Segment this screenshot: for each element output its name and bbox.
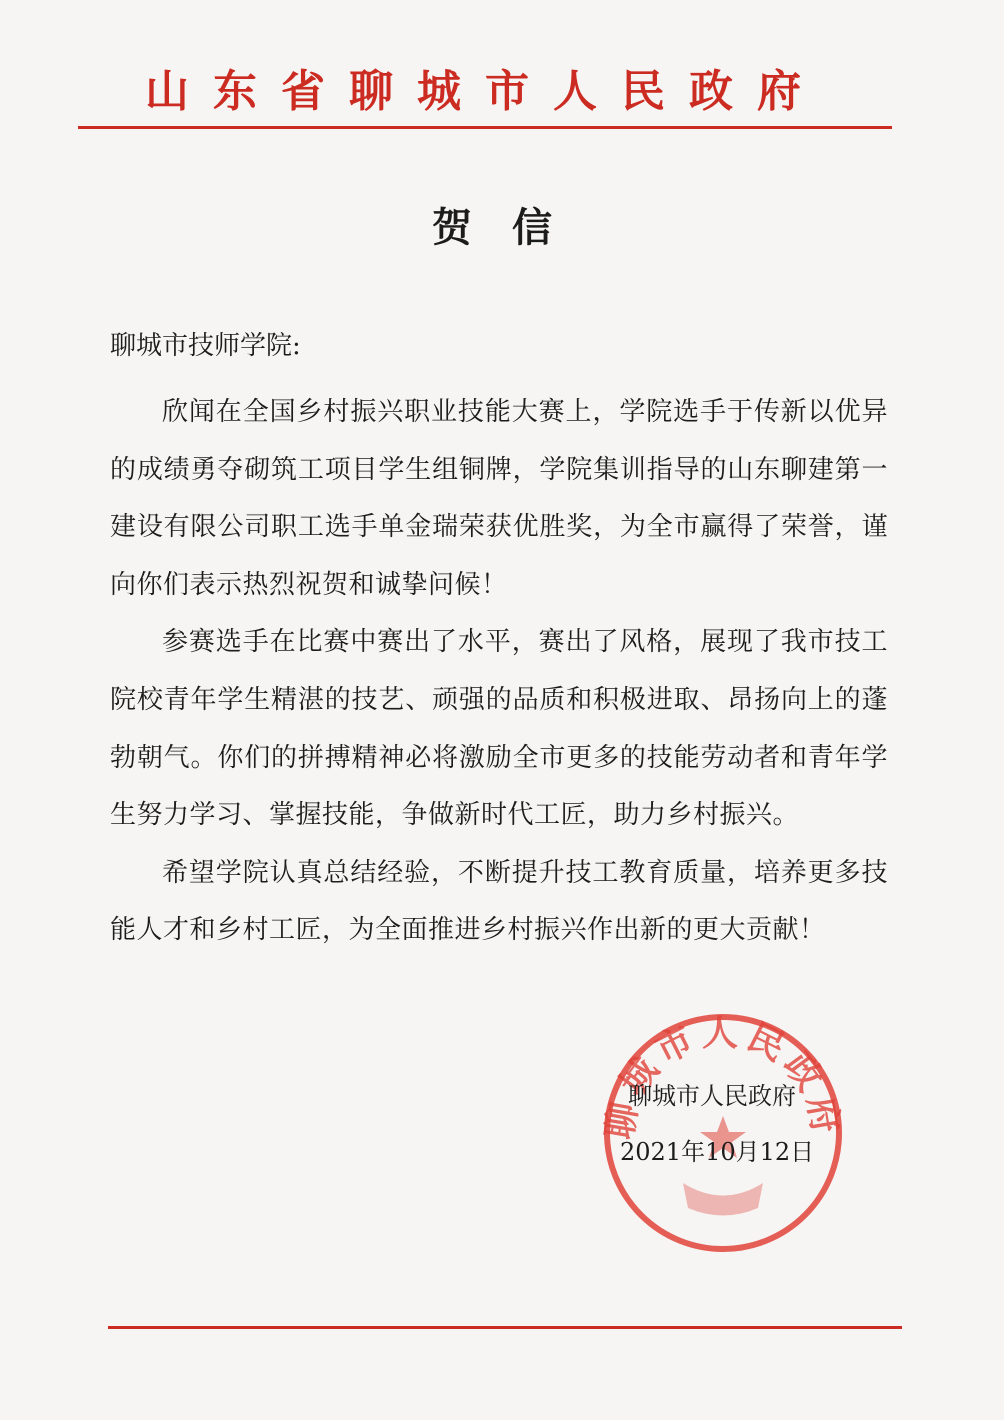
body-paragraph-3: 希望学院认真总结经验，不断提升技工教育质量，培养更多技能人才和乡村工匠，为全面推进乡村振兴作出新的更大贡献！	[110, 857, 888, 946]
body-paragraph-2: 参赛选手在比赛中赛出了水平，赛出了风格，展现了我市技工院校青年学生精湛的技艺、顽强的品质和积极进取、昂扬向上的蓬勃朝气。你们的拼搏精神必将激励全市更多的技能劳动者和青年学生努力学习、掌握技能，争做新时代工匠，助力乡村振兴。	[110, 627, 888, 831]
signature-org: 聊城市人民政府	[628, 1082, 796, 1110]
letter-body	[110, 384, 888, 960]
letterhead-divider	[78, 126, 892, 129]
official-seal-icon	[598, 1008, 848, 1258]
letterhead-title: 山东省聊城市人民政府	[145, 66, 825, 117]
body-paragraph-1: 欣闻在全国乡村振兴职业技能大赛上，学院选手于传新以优异的成绩勇夺砌筑工项目学生组铜牌，学院集训指导的山东聊建第一建设有限公司职工选手单金瑞荣获优胜奖，为全市赢得了荣誉，谨向你们表示热烈祝贺和诚挚问候！	[110, 397, 888, 600]
salutation: 聊城市技师学院:	[110, 331, 301, 361]
footer-divider	[108, 1326, 902, 1329]
letter-date: 2021年10月12日	[620, 1138, 815, 1166]
document-title: 贺信	[432, 205, 592, 251]
seal-text: 聊城市人民政府	[599, 1012, 847, 1143]
